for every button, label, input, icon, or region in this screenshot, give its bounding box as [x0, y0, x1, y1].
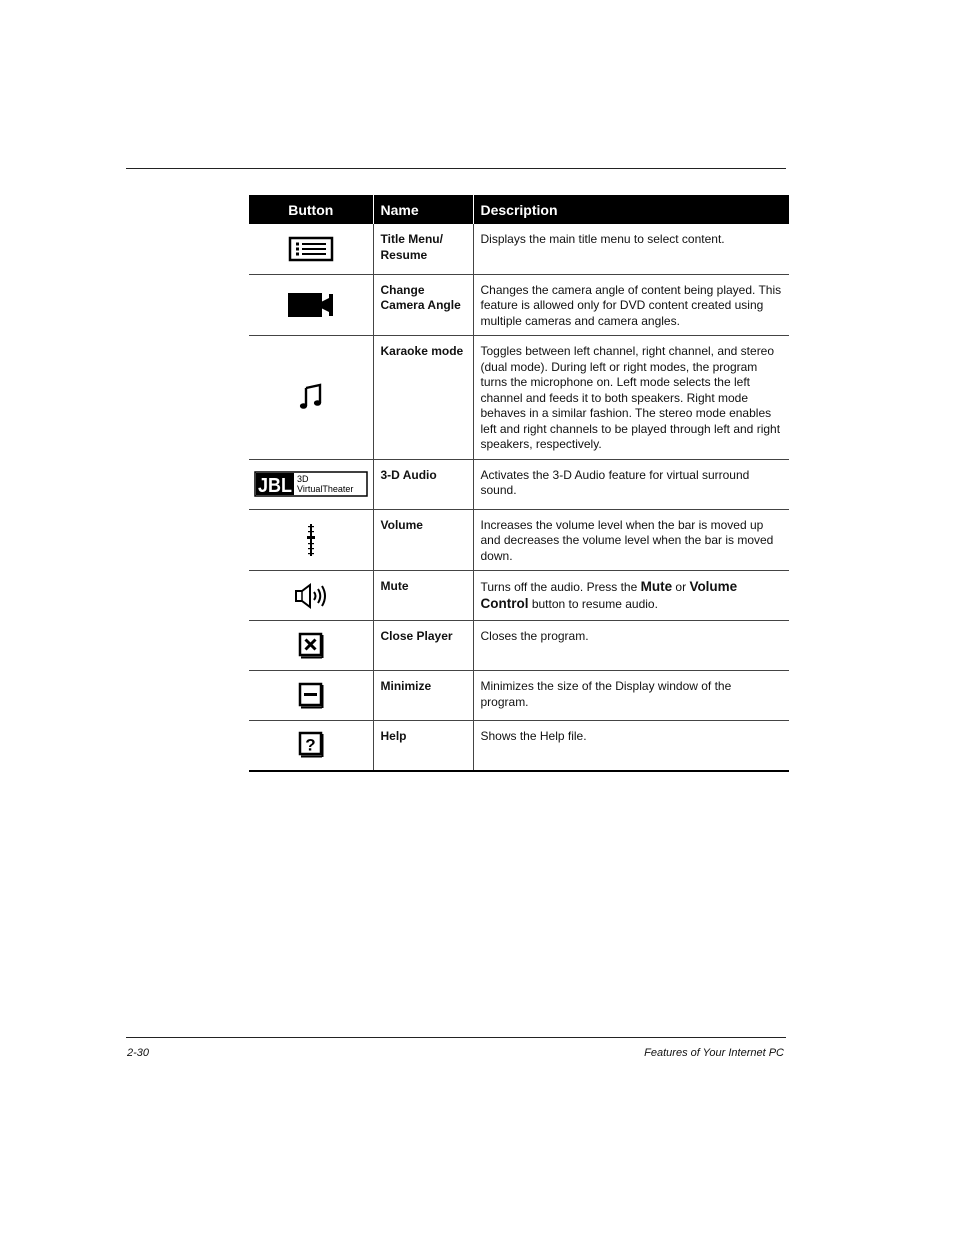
row-name: Karaoke mode: [373, 336, 473, 460]
row-description: Changes the camera angle of content being played. This feature is allowed only for DVD content created using multiple cameras and camera angles.: [473, 274, 789, 336]
header-rule: [126, 168, 786, 169]
close-icon: [249, 621, 373, 671]
row-description: Increases the volume level when the bar is moved up and decreases the volume level when the bar is moved down.: [473, 509, 789, 571]
row-description: Minimizes the size of the Display window of the program.: [473, 671, 789, 721]
camera-icon: [249, 274, 373, 336]
help-icon: [249, 721, 373, 771]
row-name: 3-D Audio: [373, 459, 473, 509]
svg-text:JBL: JBL: [257, 475, 292, 497]
table-row: [249, 621, 789, 671]
row-description: Toggles between left channel, right channel, and stereo (dual mode). During left or right modes, the program turns the microphone on. Left mode selects the left channel and feeds it to both speakers. Right mode behaves in a similar fashion. The stereo mode enables left and right channels to be played through left and right speakers, respectively.: [473, 336, 789, 460]
row-name: Mute: [373, 571, 473, 621]
title-menu-icon: [249, 224, 373, 274]
table-row: [249, 274, 789, 336]
minimize-icon: [249, 671, 373, 721]
row-name: Minimize: [373, 671, 473, 721]
page-number: 2-30: [127, 1047, 150, 1059]
table-row: [249, 459, 789, 509]
row-name: Help: [373, 721, 473, 771]
header-button: Button: [249, 195, 373, 224]
header-name: Name: [373, 195, 473, 224]
table-row: [249, 224, 789, 274]
table-row: [249, 721, 789, 771]
speaker-icon: [249, 571, 373, 621]
row-description: Shows the Help file.: [473, 721, 789, 771]
row-description: Activates the 3-D Audio feature for virtual surround sound.: [473, 459, 789, 509]
table-row: [249, 571, 789, 621]
button-reference-table: [249, 195, 789, 772]
row-name: Title Menu/ Resume: [373, 224, 473, 274]
table-row: [249, 509, 789, 571]
logo-text-3d: 3D: [296, 474, 309, 484]
row-name: Volume: [373, 509, 473, 571]
logo-text-virtualtheater: VirtualTheater: [296, 484, 354, 494]
table-header-row: [249, 195, 789, 224]
volume-slider-icon: [249, 509, 373, 571]
music-note-icon: [249, 336, 373, 460]
row-description: Displays the main title menu to select content.: [473, 224, 789, 274]
row-description: Closes the program.: [473, 621, 789, 671]
footer-rule: [126, 1037, 786, 1038]
jbl-3d-logo-icon: [249, 459, 373, 509]
row-description: Turns off the audio. Press the Mute or Volume Control button to resume audio.: [473, 571, 789, 621]
table-row: [249, 671, 789, 721]
header-description: Description: [473, 195, 789, 224]
table-row: [249, 336, 789, 460]
svg-text:?: ?: [305, 735, 316, 755]
row-name: Change Camera Angle: [373, 274, 473, 336]
row-name: Close Player: [373, 621, 473, 671]
chapter-title: Features of Your Internet PC: [644, 1047, 784, 1059]
